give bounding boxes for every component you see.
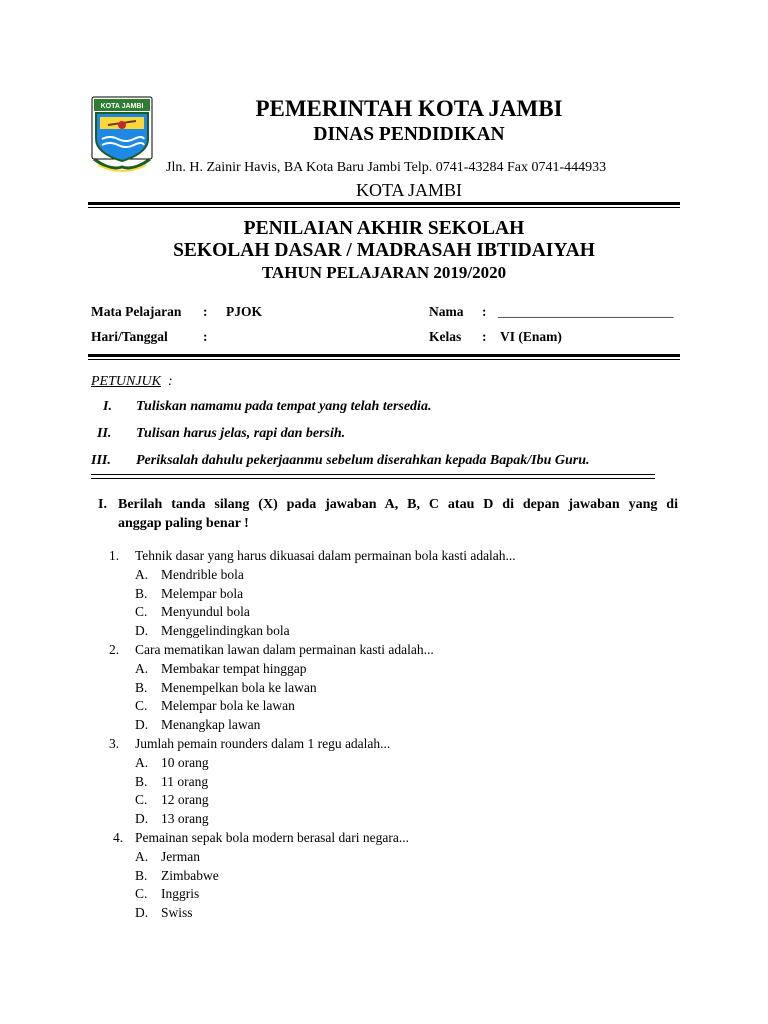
question-text: Tehnik dasar yang harus dikuasai dalam permainan bola kasti adalah... (135, 548, 516, 563)
info-divider-thick (88, 354, 680, 357)
question-number: 4. (113, 830, 124, 845)
question-text: Cara mematikan lawan dalam permainan kasti adalah... (135, 642, 434, 657)
option-letter: A. (135, 754, 149, 770)
question-number: 3. (109, 736, 120, 751)
option-text: Menempelkan bola ke lawan (161, 679, 317, 695)
instruction-number: II. (97, 426, 112, 441)
exam-school-level: SEKOLAH DASAR / MADRASAH IBTIDAIYAH (173, 240, 595, 261)
date-label: Hari/Tanggal (91, 329, 168, 344)
name-label: Nama (429, 304, 464, 319)
exam-academic-year: TAHUN PELAJARAN 2019/2020 (261, 263, 507, 282)
option-letter: D. (135, 623, 149, 639)
option-text: Mendrible bola (161, 566, 244, 582)
instruction-text: Tulisan harus jelas, rapi dan bersih. (136, 426, 346, 441)
option-letter: C. (135, 886, 148, 902)
option-text: Inggris (161, 886, 200, 902)
option-text: Menyundul bola (161, 604, 250, 620)
letterhead-address: Jln. H. Zainir Havis, BA Kota Baru Jambi Telp. 0741-43284 Fax 0741-444933 (166, 160, 607, 175)
name-blank: __________________________ (498, 304, 674, 319)
option-text: 11 orang (161, 773, 209, 789)
instructions-divider (91, 478, 655, 479)
question-number: 2. (109, 642, 120, 657)
section-number: I. (98, 497, 107, 512)
question-text: Jumlah pemain rounders dalam 1 regu adalah... (135, 736, 391, 751)
option-letter: A. (135, 566, 149, 582)
option-letter: B. (135, 585, 148, 601)
subject-label: Mata Pelajaran (91, 304, 182, 319)
instruction-text: Tuliskan namamu pada tempat yang telah tersedia. (136, 399, 432, 414)
letterhead-city: KOTA JAMBI (355, 180, 463, 200)
option-text: 12 orang (161, 792, 209, 808)
option-text: Membakar tempat hinggap (161, 660, 307, 676)
option-letter: B. (135, 679, 148, 695)
subject-value: PJOK (226, 304, 262, 319)
letterhead-divider-thick (88, 202, 680, 205)
question-text: Pemainan sepak bola modern berasal dari negara... (135, 830, 410, 845)
question-number: 1. (109, 548, 120, 563)
section-heading (98, 495, 678, 533)
option-letter: B. (135, 867, 148, 883)
class-label: Kelas (429, 329, 462, 344)
option-text: 13 orang (161, 811, 209, 827)
instruction-number: I. (103, 399, 112, 414)
class-colon: : (482, 329, 487, 344)
option-text: Menangkap lawan (161, 717, 261, 733)
subject-colon: : (203, 304, 208, 319)
option-text: Zimbabwe (161, 867, 219, 883)
option-letter: C. (135, 792, 148, 808)
option-letter: A. (135, 660, 149, 676)
instruction-number: III. (91, 453, 111, 468)
instructions-title: PETUNJUK (91, 374, 161, 389)
option-letter: A. (135, 848, 149, 864)
name-colon: : (482, 304, 487, 319)
info-divider-thin (88, 359, 680, 360)
svg-text:KOTA JAMBI: KOTA JAMBI (100, 103, 144, 110)
letterhead-subtitle: DINAS PENDIDIKAN (313, 124, 505, 145)
exam-title: PENILAIAN AKHIR SEKOLAH (243, 218, 525, 239)
option-text: Swiss (161, 905, 193, 921)
instructions-divider (91, 474, 655, 475)
date-colon: : (203, 329, 208, 344)
option-text: Melempar bola (161, 585, 244, 601)
option-text: 10 orang (161, 754, 209, 770)
section-instruction-line2: anggap paling benar ! (118, 516, 249, 531)
instruction-text: Periksalah dahulu pekerjaanmu sebelum diserahkan kepada Bapak/Ibu Guru. (136, 453, 590, 468)
section-instruction-line1: Berilah tanda silang (X) pada jawaban A, B, C atau D di depan jawaban yang di (118, 497, 678, 512)
letterhead-divider-thin (88, 207, 680, 208)
instructions-colon: : (168, 374, 173, 389)
option-text: Menggelindingkan bola (161, 623, 290, 639)
option-letter: D. (135, 811, 149, 827)
option-letter: B. (135, 773, 148, 789)
option-text: Jerman (161, 848, 200, 864)
option-letter: C. (135, 698, 148, 714)
letterhead-title: PEMERINTAH KOTA JAMBI (255, 96, 563, 121)
option-letter: D. (135, 717, 149, 733)
option-letter: C. (135, 604, 148, 620)
option-text: Melempar bola ke lawan (161, 698, 295, 714)
class-value: VI (Enam) (500, 329, 562, 344)
option-letter: D. (135, 905, 149, 921)
